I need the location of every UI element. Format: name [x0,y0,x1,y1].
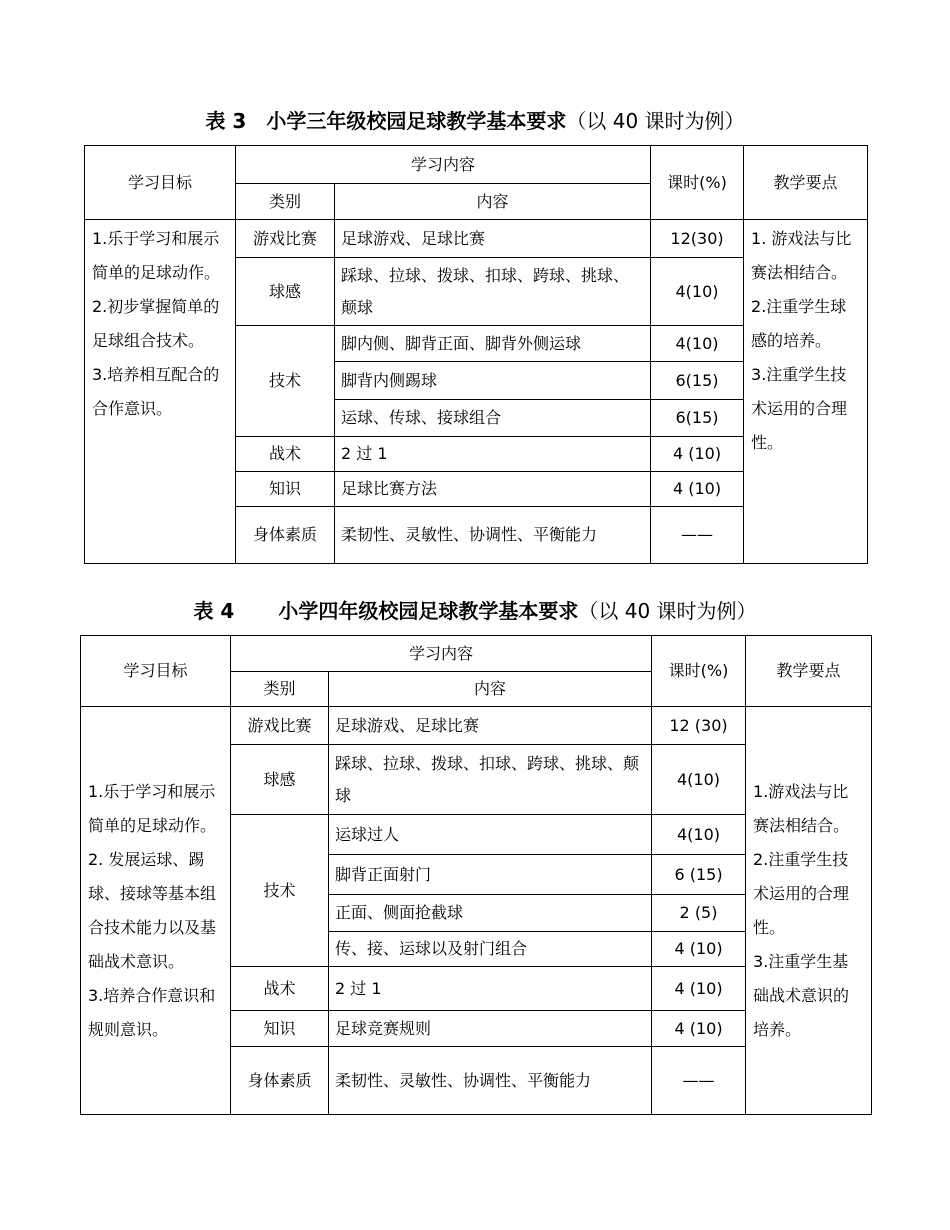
point-item: 1.游戏法与比赛法相结合。 [753,781,850,835]
category-cell: 战术 [236,437,335,472]
content-cell: 传、接、运球以及射门组合 [329,932,652,967]
content-cell: 踩球、拉球、拨球、扣球、跨球、挑球、颠球 [335,258,651,326]
category-cell: 战术 [231,967,329,1011]
point-item: 3.注重学生技术运用的合理性。 [751,365,848,452]
goal-item: 3.培养相互配合的合作意识。 [92,365,220,418]
category-cell: 身体素质 [236,507,335,564]
goal-item: 1.乐于学习和展示简单的足球动作。 [92,229,221,282]
goal-item: 2.初步掌握简单的足球组合技术。 [92,297,220,350]
table3 [84,145,868,564]
content-cell: 足球比赛方法 [335,472,651,507]
hours-cell: 4(10) [651,258,744,326]
content-cell: 足球游戏、足球比赛 [329,707,652,745]
hours-cell: 4 (10) [651,472,744,507]
hours-cell: 4 (10) [652,1011,746,1047]
hours-cell: 12(30) [651,220,744,258]
header-points: 教学要点 [744,146,868,220]
point-item: 1. 游戏法与比赛法相结合。 [751,229,852,282]
content-cell: 柔韧性、灵敏性、协调性、平衡能力 [335,507,651,564]
header-hours: 课时(%) [652,636,746,707]
content-cell: 脚背正面射门 [329,855,652,895]
hours-cell: 4 (10) [651,437,744,472]
hours-cell: —— [652,1047,746,1115]
header-category: 类别 [236,184,335,220]
content-cell: 脚背内侧踢球 [335,362,651,400]
content-cell: 运球过人 [329,815,652,855]
content-cell: 2 过 1 [329,967,652,1011]
table3-note: （以 40 课时为例） [566,109,745,133]
points-cell [746,707,872,1115]
header-points: 教学要点 [746,636,872,707]
category-cell: 球感 [236,258,335,326]
content-cell: 柔韧性、灵敏性、协调性、平衡能力 [329,1047,652,1115]
points-cell [744,220,868,564]
hours-cell: 4 (10) [652,967,746,1011]
hours-cell: 4(10) [651,326,744,362]
table4-number: 表 4 [193,599,235,623]
hours-cell: 6 (15) [652,855,746,895]
content-cell: 脚内侧、脚背正面、脚背外侧运球 [335,326,651,362]
hours-cell: 4(10) [652,745,746,815]
header-hours: 课时(%) [651,146,744,220]
category-cell: 技术 [231,815,329,967]
header-content-group: 学习内容 [231,636,652,672]
header-goal: 学习目标 [81,636,231,707]
point-item: 3.注重学生基础战术意识的培养。 [753,951,850,1039]
hours-cell: 12 (30) [652,707,746,745]
table3-number: 表 3 [205,109,247,133]
content-cell: 足球竞赛规则 [329,1011,652,1047]
hours-cell: 2 (5) [652,895,746,932]
goal-item: 2. 发展运球、踢球、接球等基本组合技术能力以及基础战术意识。 [88,849,217,971]
category-cell: 游戏比赛 [236,220,335,258]
point-item: 2.注重学生技术运用的合理性。 [753,849,850,937]
hours-cell: 4(10) [652,815,746,855]
category-cell: 知识 [231,1011,329,1047]
header-content: 内容 [335,184,651,220]
goal-item: 1.乐于学习和展示简单的足球动作。 [88,781,217,835]
category-cell: 球感 [231,745,329,815]
goals-cell [85,220,236,564]
table4-note: （以 40 课时为例） [578,599,757,623]
header-goal: 学习目标 [85,146,236,220]
table4-title: 小学四年级校园足球教学基本要求 [278,599,579,623]
table3-title: 小学三年级校园足球教学基本要求 [266,109,567,133]
header-content: 内容 [329,672,652,707]
category-cell: 身体素质 [231,1047,329,1115]
category-cell: 知识 [236,472,335,507]
hours-cell: —— [651,507,744,564]
goals-cell [81,707,231,1115]
goal-item: 3.培养合作意识和规则意识。 [88,985,216,1039]
hours-cell: 6(15) [651,362,744,400]
hours-cell: 6(15) [651,400,744,437]
header-content-group: 学习内容 [236,146,651,184]
table4 [80,635,872,1115]
category-cell: 游戏比赛 [231,707,329,745]
content-cell: 踩球、拉球、拨球、扣球、跨球、挑球、颠球 [329,745,652,815]
header-category: 类别 [231,672,329,707]
table3-caption [0,107,950,135]
hours-cell: 4 (10) [652,932,746,967]
content-cell: 正面、侧面抢截球 [329,895,652,932]
content-cell: 运球、传球、接球组合 [335,400,651,437]
content-cell: 2 过 1 [335,437,651,472]
category-cell: 技术 [236,326,335,437]
point-item: 2.注重学生球感的培养。 [751,297,847,350]
table4-caption [0,597,950,625]
content-cell: 足球游戏、足球比赛 [335,220,651,258]
